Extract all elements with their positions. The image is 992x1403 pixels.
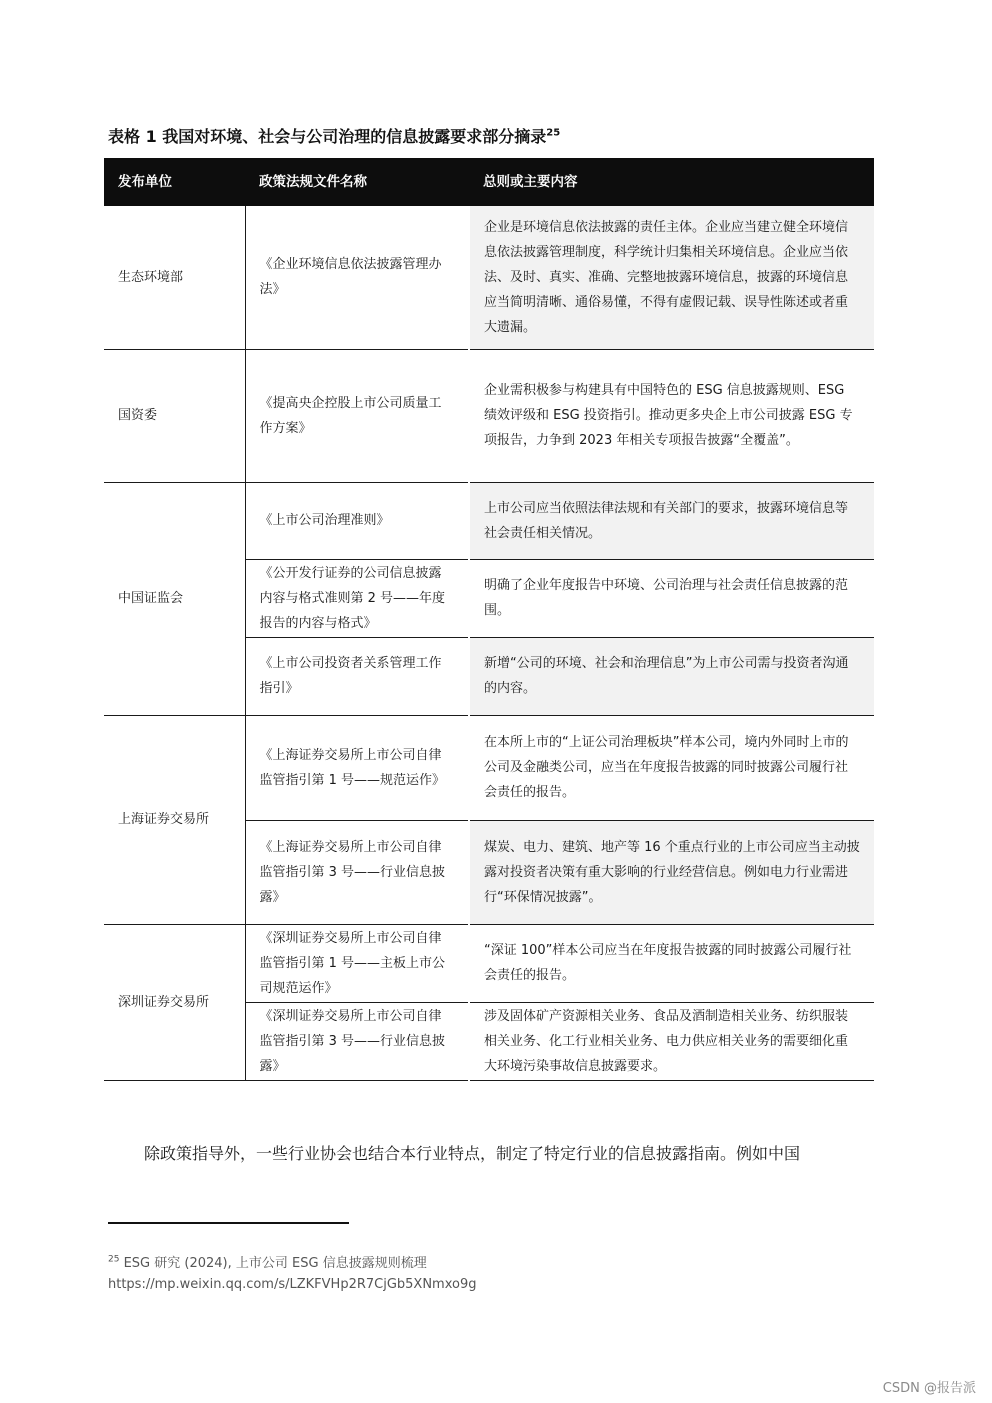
table-row bbox=[104, 924, 874, 1002]
footnote-source bbox=[108, 1252, 427, 1271]
doc-cell: 《深圳证券交易所上市公司自律监管指引第 1 号——主板上市公司规范运作》 bbox=[245, 924, 469, 1002]
content-cell: 上市公司应当依照法律法规和有关部门的要求，披露环境信息等社会责任相关情况。 bbox=[469, 482, 874, 559]
table-caption bbox=[108, 124, 560, 147]
table-header-row bbox=[104, 158, 874, 206]
content-cell: 新增“公司的环境、社会和治理信息”为上市公司需与投资者沟通的内容。 bbox=[469, 637, 874, 715]
doc-cell: 《深圳证券交易所上市公司自律监管指引第 3 号——行业信息披露》 bbox=[245, 1002, 469, 1080]
esg-disclosure-table bbox=[104, 158, 874, 1081]
body-paragraph: 除政策指导外，一些行业协会也结合本行业特点，制定了特定行业的信息披露指南。例如中国 bbox=[144, 1144, 801, 1163]
footnote-url-link[interactable]: https://mp.weixin.qq.com/s/LZKFVHp2R7CjGb5XNmxo9g bbox=[108, 1277, 477, 1292]
doc-cell: 《上海证券交易所上市公司自律监管指引第 3 号——行业信息披露》 bbox=[245, 820, 469, 924]
content-cell: 在本所上市的“上证公司治理板块”样本公司，境内外同时上市的公司及金融类公司，应当在年度报告披露的同时披露公司履行社会责任的报告。 bbox=[469, 715, 874, 820]
content-cell: 煤炭、电力、建筑、地产等 16 个重点行业的上市公司应当主动披露对投资者决策有重大影响的行业经营信息。例如电力行业需进行“环保情况披露”。 bbox=[469, 820, 874, 924]
footnote-number: 25 bbox=[108, 1254, 120, 1265]
content-cell: “深证 100”样本公司应当在年度报告披露的同时披露公司履行社会责任的报告。 bbox=[469, 924, 874, 1002]
table-row bbox=[104, 715, 874, 820]
caption-text: 表格 1 我国对环境、社会与公司治理的信息披露要求部分摘录 bbox=[108, 127, 547, 146]
footnote-divider bbox=[108, 1222, 349, 1224]
unit-cell: 国资委 bbox=[104, 349, 245, 482]
doc-cell: 《上海证券交易所上市公司自律监管指引第 1 号——规范运作》 bbox=[245, 715, 469, 820]
doc-cell: 《公开发行证券的公司信息披露内容与格式准则第 2 号——年度报告的内容与格式》 bbox=[245, 559, 469, 637]
table-row bbox=[104, 206, 874, 349]
unit-cell: 上海证券交易所 bbox=[104, 715, 245, 924]
doc-cell: 《上市公司治理准则》 bbox=[245, 482, 469, 559]
table-row bbox=[104, 349, 874, 482]
doc-cell: 《提高央企控股上市公司质量工作方案》 bbox=[245, 349, 469, 482]
content-cell: 涉及固体矿产资源相关业务、食品及酒制造相关业务、纺织服装相关业务、化工行业相关业务、电力供应相关业务的需要细化重大环境污染事故信息披露要求。 bbox=[469, 1002, 874, 1080]
unit-cell: 中国证监会 bbox=[104, 482, 245, 715]
caption-footnote-ref[interactable]: 25 bbox=[546, 127, 561, 139]
table-row bbox=[104, 482, 874, 559]
footnote-text: ESG 研究 (2024), 上市公司 ESG 信息披露规则梳理 bbox=[123, 1256, 427, 1271]
header-content: 总则或主要内容 bbox=[469, 158, 874, 206]
doc-cell: 《上市公司投资者关系管理工作指引》 bbox=[245, 637, 469, 715]
content-cell: 明确了企业年度报告中环境、公司治理与社会责任信息披露的范围。 bbox=[469, 559, 874, 637]
content-cell: 企业是环境信息依法披露的责任主体。企业应当建立健全环境信息依法披露管理制度，科学统计归集相关环境信息。企业应当依法、及时、真实、准确、完整地披露环境信息，披露的环境信息应当简明清晰、通俗易懂，不得有虚假记载、误导性陈述或者重大遗漏。 bbox=[469, 206, 874, 349]
unit-cell: 生态环境部 bbox=[104, 206, 245, 349]
watermark: CSDN @报告派 bbox=[882, 1381, 976, 1396]
unit-cell: 深圳证券交易所 bbox=[104, 924, 245, 1080]
header-doc: 政策法规文件名称 bbox=[245, 158, 469, 206]
doc-cell: 《企业环境信息依法披露管理办法》 bbox=[245, 206, 469, 349]
header-unit: 发布单位 bbox=[104, 158, 245, 206]
content-cell: 企业需积极参与构建具有中国特色的 ESG 信息披露规则、ESG 绩效评级和 ESG 投资指引。推动更多央企上市公司披露 ESG 专项报告，力争到 2023 年相关专项报告披露“全覆盖”。 bbox=[469, 349, 874, 482]
